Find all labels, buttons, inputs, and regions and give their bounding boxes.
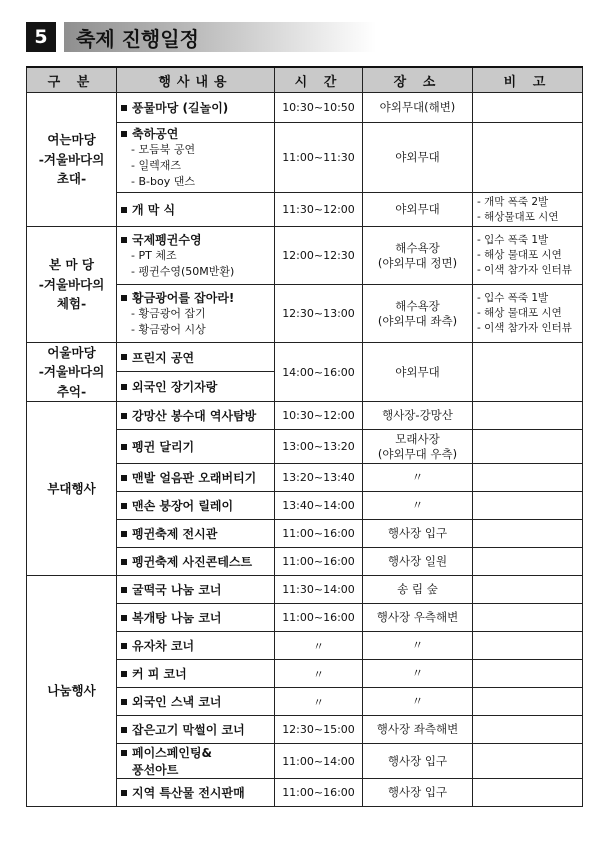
place-line: 〃: [411, 498, 424, 513]
event-title: 국제펭귄수영: [132, 233, 202, 248]
place-line: 야외무대: [395, 150, 440, 165]
square-bullet-icon: [121, 531, 127, 537]
category-subtitle: -겨울바다의 체험-: [38, 276, 105, 312]
event-sub-item: - B-boy 댄스: [131, 174, 195, 188]
square-bullet-icon: [121, 131, 127, 137]
square-bullet-icon: [121, 699, 127, 705]
table-row: [27, 227, 583, 285]
event-sub-item: - 황금광어 잡기: [131, 307, 206, 321]
place-line: 〃: [411, 666, 424, 681]
event-title: 풍물마당 (길놀이): [132, 101, 229, 115]
place-line: 〃: [411, 694, 424, 709]
place-cell: [363, 660, 473, 688]
square-bullet-icon: [121, 643, 127, 649]
square-bullet-icon: [121, 475, 127, 481]
place-cell: [363, 402, 473, 430]
section-number: 5: [26, 22, 56, 52]
note-cell: [473, 193, 583, 227]
note-cell: [473, 779, 583, 807]
table-row: [27, 93, 583, 123]
time-cell: 11:00~11:30: [275, 123, 363, 193]
event-title: 프린지 공연: [132, 350, 195, 365]
square-bullet-icon: [121, 354, 127, 360]
place-cell: [363, 604, 473, 632]
time-cell: 13:00~13:20: [275, 430, 363, 464]
event-title: 펭귄 달리기: [132, 440, 195, 455]
event-cell: [117, 660, 275, 688]
note-line: - 입수 폭죽 1발: [477, 234, 549, 247]
event-cell: [117, 402, 275, 430]
time-cell: 11:00~16:00: [275, 548, 363, 576]
note-line: - 이색 참가자 인터뷰: [477, 263, 572, 276]
time-cell: 10:30~10:50: [275, 93, 363, 123]
place-cell: [363, 93, 473, 123]
table-row: [27, 576, 583, 604]
square-bullet-icon: [121, 559, 127, 565]
header-category: 구 분: [27, 67, 117, 93]
note-cell: [473, 285, 583, 343]
place-line: 송 림 숲: [397, 582, 438, 597]
square-bullet-icon: [121, 295, 127, 301]
place-cell: [363, 464, 473, 492]
time-cell: 13:40~14:00: [275, 492, 363, 520]
note-cell: [473, 492, 583, 520]
event-cell: [117, 464, 275, 492]
table-row: [27, 402, 583, 430]
time-cell: 11:30~12:00: [275, 193, 363, 227]
event-cell: [117, 285, 275, 343]
table-header-row: [27, 67, 583, 93]
event-title: 축하공연: [132, 127, 179, 142]
event-title: 펭귄축제 사진콘테스트: [132, 555, 253, 570]
note-cell: [473, 576, 583, 604]
event-title: 황금광어를 잡아라!: [132, 291, 235, 306]
square-bullet-icon: [121, 615, 127, 621]
place-line: 야외무대: [395, 202, 440, 217]
square-bullet-icon: [121, 105, 127, 111]
time-cell: 〃: [275, 632, 363, 660]
place-cell: [363, 576, 473, 604]
note-cell: [473, 227, 583, 285]
event-title-cont: 풍선아트: [132, 763, 179, 778]
event-cell: [117, 744, 275, 779]
place-line: 모래사장: [395, 431, 440, 446]
note-cell: [473, 93, 583, 123]
time-cell: 11:30~14:00: [275, 576, 363, 604]
event-title: 강망산 봉수대 역사탐방: [132, 409, 257, 424]
event-title: 맨손 붕장어 릴레이: [132, 499, 234, 514]
time-cell: 11:00~16:00: [275, 604, 363, 632]
square-bullet-icon: [121, 207, 127, 213]
place-line: 행사장 우측해변: [376, 610, 459, 625]
place-line: 해수욕장: [395, 298, 440, 313]
time-cell: 11:00~16:00: [275, 779, 363, 807]
place-line: (야외무대 우측): [377, 446, 458, 461]
event-cell: [117, 492, 275, 520]
event-title: 지역 특산물 전시판매: [132, 786, 245, 801]
category-cell: [27, 576, 117, 807]
time-cell: 〃: [275, 660, 363, 688]
place-line: 행사장 입구: [387, 526, 448, 541]
event-cell: [117, 779, 275, 807]
place-cell: [363, 520, 473, 548]
place-cell: [363, 632, 473, 660]
header-content: 행사내용: [117, 67, 275, 93]
event-cell: [117, 716, 275, 744]
square-bullet-icon: [121, 727, 127, 733]
header-note: 비 고: [473, 67, 583, 93]
time-cell: 11:00~16:00: [275, 520, 363, 548]
note-cell: [473, 744, 583, 779]
note-cell: [473, 688, 583, 716]
place-line: 해수욕장: [395, 240, 440, 255]
place-cell: [363, 343, 473, 402]
event-cell: [117, 343, 275, 372]
time-cell: 14:00~16:00: [275, 343, 363, 402]
note-line: - 해상물대포 시연: [477, 210, 559, 223]
time-cell: 12:00~12:30: [275, 227, 363, 285]
place-line: 행사장 일원: [387, 554, 448, 569]
category-name: 본 마 당: [49, 257, 94, 273]
place-line: 〃: [411, 638, 424, 653]
place-line: 행사장 입구: [387, 753, 448, 768]
event-cell: [117, 93, 275, 123]
square-bullet-icon: [121, 671, 127, 677]
event-cell: [117, 123, 275, 193]
note-cell: [473, 632, 583, 660]
event-title: 개 막 식: [132, 203, 176, 217]
event-cell: [117, 193, 275, 227]
event-sub-item: - 일렉재즈: [131, 159, 181, 173]
event-cell: [117, 227, 275, 285]
square-bullet-icon: [121, 503, 127, 509]
place-cell: [363, 548, 473, 576]
time-cell: 10:30~12:00: [275, 402, 363, 430]
note-cell: [473, 520, 583, 548]
place-cell: [363, 744, 473, 779]
category-cell: [27, 343, 117, 402]
place-line: 야외무대(해변): [379, 100, 456, 115]
event-title: 잡은고기 막썰이 코너: [132, 723, 245, 738]
place-line: 행사장-강망산: [382, 408, 453, 423]
note-cell: [473, 464, 583, 492]
event-title: 외국인 스낵 코너: [132, 695, 222, 710]
note-cell: [473, 660, 583, 688]
event-cell: [117, 688, 275, 716]
event-sub-item: - 펭귄수영(50M반환): [131, 265, 235, 278]
event-cell: [117, 520, 275, 548]
place-cell: [363, 123, 473, 193]
category-name: 여는마당: [47, 132, 96, 148]
place-line: 행사장 좌측해변: [376, 722, 459, 737]
place-line: (야외무대 정면): [377, 255, 458, 270]
square-bullet-icon: [121, 444, 127, 450]
square-bullet-icon: [121, 790, 127, 796]
event-title: 외국인 장기자랑: [132, 380, 218, 395]
event-title: 페이스페인팅&: [132, 746, 213, 761]
category-subtitle: -겨울바다의 추억-: [38, 364, 105, 399]
header-place: 장 소: [363, 67, 473, 93]
time-cell: 〃: [275, 688, 363, 716]
event-title: 굴떡국 나눔 코너: [132, 583, 222, 598]
event-cell: [117, 604, 275, 632]
square-bullet-icon: [121, 587, 127, 593]
event-title: 맨발 얼음판 오래버티기: [132, 471, 257, 486]
event-cell: [117, 548, 275, 576]
event-title: 유자차 코너: [132, 639, 195, 654]
category-cell: [27, 227, 117, 343]
place-cell: [363, 227, 473, 285]
category-cell: [27, 402, 117, 576]
category-cell: [27, 93, 117, 227]
note-line: - 이색 참가자 인터뷰: [477, 321, 572, 334]
time-cell: 12:30~13:00: [275, 285, 363, 343]
square-bullet-icon: [121, 237, 127, 243]
event-cell: [117, 632, 275, 660]
event-title: 커 피 코너: [132, 667, 187, 682]
event-cell: [117, 576, 275, 604]
place-cell: [363, 430, 473, 464]
event-title: 복개탕 나눔 코너: [132, 611, 222, 626]
place-cell: [363, 285, 473, 343]
category-subtitle: -겨울바다의 초대-: [38, 151, 105, 187]
event-cell: [117, 430, 275, 464]
place-line: 〃: [411, 470, 424, 485]
note-cell: [473, 343, 583, 402]
place-cell: [363, 688, 473, 716]
place-line: (야외무대 좌측): [377, 313, 458, 328]
event-sub-item: - 황금광어 시상: [131, 323, 206, 336]
note-line: - 해상 물대포 시연: [477, 307, 562, 320]
section-header: [26, 22, 376, 52]
note-cell: [473, 123, 583, 193]
table-row: [27, 343, 583, 372]
event-sub-item: - 모듬북 공연: [131, 143, 196, 157]
place-line: 행사장 입구: [387, 785, 448, 800]
time-cell: 12:30~15:00: [275, 716, 363, 744]
category-name: 어울마당: [47, 345, 96, 360]
event-cell: [117, 372, 275, 402]
section-title: 축제 진행일정: [64, 22, 376, 52]
square-bullet-icon: [121, 413, 127, 419]
note-cell: [473, 604, 583, 632]
category-name: 나눔행사: [47, 683, 96, 699]
category-name: 부대행사: [47, 480, 96, 496]
note-cell: [473, 716, 583, 744]
note-cell: [473, 548, 583, 576]
note-cell: [473, 430, 583, 464]
square-bullet-icon: [121, 384, 127, 390]
event-sub-item: - PT 체조: [131, 249, 177, 263]
header-time: 시 간: [275, 67, 363, 93]
place-line: 야외무대: [395, 364, 440, 379]
schedule-table: [26, 66, 583, 807]
time-cell: 11:00~14:00: [275, 744, 363, 779]
note-line: - 개막 폭죽 2발: [477, 195, 549, 208]
place-cell: [363, 779, 473, 807]
event-title: 펭귄축제 전시관: [132, 527, 218, 542]
place-cell: [363, 492, 473, 520]
note-cell: [473, 402, 583, 430]
time-cell: 13:20~13:40: [275, 464, 363, 492]
place-cell: [363, 716, 473, 744]
square-bullet-icon: [121, 750, 127, 756]
note-line: - 입수 폭죽 1발: [477, 292, 549, 305]
place-cell: [363, 193, 473, 227]
note-line: - 해상 물대포 시연: [477, 249, 562, 262]
